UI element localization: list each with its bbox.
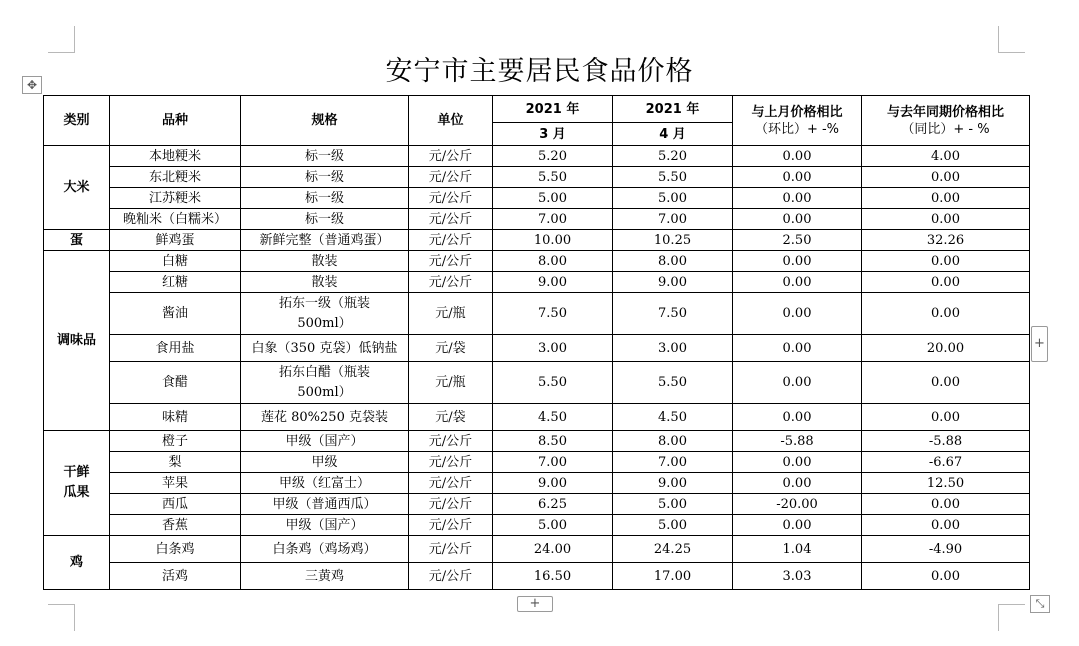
header-month-b: 4 月 (613, 123, 733, 146)
table-row (44, 404, 1030, 431)
yoy-change-cell: 0.00 (862, 251, 1030, 272)
mom-change-cell: 0.00 (733, 209, 862, 230)
yoy-change-cell: 0.00 (862, 404, 1030, 431)
unit-cell: 元/公斤 (409, 230, 493, 251)
variety-cell: 苹果 (110, 473, 241, 494)
march-price-cell: 9.00 (493, 272, 613, 293)
april-price-cell: 8.00 (613, 251, 733, 272)
variety-cell: 本地粳米 (110, 146, 241, 167)
variety-cell: 鲜鸡蛋 (110, 230, 241, 251)
mom-change-cell: 0.00 (733, 335, 862, 362)
april-price-cell: 7.00 (613, 452, 733, 473)
yoy-change-cell: -6.67 (862, 452, 1030, 473)
variety-cell: 香蕉 (110, 515, 241, 536)
table-row (44, 188, 1030, 209)
april-price-cell: 5.00 (613, 515, 733, 536)
variety-cell: 味精 (110, 404, 241, 431)
table-row (44, 563, 1030, 590)
march-price-cell: 8.00 (493, 251, 613, 272)
april-price-cell: 5.20 (613, 146, 733, 167)
unit-cell: 元/袋 (409, 335, 493, 362)
table-row (44, 293, 1030, 335)
variety-cell: 晚籼米（白糯米） (110, 209, 241, 230)
march-price-cell: 5.00 (493, 515, 613, 536)
table-row (44, 251, 1030, 272)
april-price-cell: 17.00 (613, 563, 733, 590)
spec-cell: 白条鸡（鸡场鸡） (241, 536, 409, 563)
yoy-change-cell: 0.00 (862, 188, 1030, 209)
april-price-cell: 5.00 (613, 494, 733, 515)
add-column-button[interactable]: + (1031, 326, 1048, 362)
header-year-a: 2021 年 (493, 96, 613, 123)
march-price-cell: 4.50 (493, 404, 613, 431)
table-row (44, 230, 1030, 251)
spec-cell: 白象（350 克袋）低钠盐 (241, 335, 409, 362)
spec-cell: 新鲜完整（普通鸡蛋） (241, 230, 409, 251)
yoy-change-cell: 0.00 (862, 272, 1030, 293)
header-unit: 单位 (409, 96, 493, 146)
header-category: 类别 (44, 96, 110, 146)
header-mom-line1: 与上月价格相比 (751, 104, 843, 120)
page-corner-mark-bottom-left (48, 604, 75, 631)
april-price-cell: 7.00 (613, 209, 733, 230)
unit-cell: 元/公斤 (409, 536, 493, 563)
april-price-cell: 7.50 (613, 293, 733, 335)
spec-cell: 标一级 (241, 188, 409, 209)
header-yoy-line2: （同比）+ - % (901, 121, 990, 137)
mom-change-cell: 3.03 (733, 563, 862, 590)
spec-cell: 甲级 (241, 452, 409, 473)
mom-change-cell: 0.00 (733, 272, 862, 293)
variety-cell: 西瓜 (110, 494, 241, 515)
march-price-cell: 7.00 (493, 209, 613, 230)
mom-change-cell: 0.00 (733, 146, 862, 167)
april-price-cell: 8.00 (613, 431, 733, 452)
march-price-cell: 5.50 (493, 362, 613, 404)
mom-change-cell: -20.00 (733, 494, 862, 515)
table-move-handle-icon[interactable]: ✥ (22, 76, 42, 94)
mom-change-cell: 0.00 (733, 293, 862, 335)
variety-cell: 酱油 (110, 293, 241, 335)
variety-cell: 食用盐 (110, 335, 241, 362)
category-cell: 大米 (44, 146, 110, 230)
page-corner-mark-top-left (48, 26, 75, 53)
spec-cell: 散装 (241, 251, 409, 272)
april-price-cell: 10.25 (613, 230, 733, 251)
unit-cell: 元/公斤 (409, 272, 493, 293)
march-price-cell: 5.50 (493, 167, 613, 188)
header-yoy-line1: 与去年同期价格相比 (886, 104, 1004, 120)
unit-cell: 元/公斤 (409, 188, 493, 209)
unit-cell: 元/袋 (409, 404, 493, 431)
page-corner-mark-top-right (998, 26, 1025, 53)
march-price-cell: 3.00 (493, 335, 613, 362)
march-price-cell: 6.25 (493, 494, 613, 515)
unit-cell: 元/公斤 (409, 431, 493, 452)
unit-cell: 元/公斤 (409, 494, 493, 515)
variety-cell: 白条鸡 (110, 536, 241, 563)
unit-cell: 元/公斤 (409, 452, 493, 473)
april-price-cell: 24.25 (613, 536, 733, 563)
mom-change-cell: 0.00 (733, 362, 862, 404)
category-cell: 干鲜瓜果 (44, 431, 110, 536)
april-price-cell: 9.00 (613, 473, 733, 494)
unit-cell: 元/公斤 (409, 473, 493, 494)
yoy-change-cell: 12.50 (862, 473, 1030, 494)
mom-change-cell: 0.00 (733, 251, 862, 272)
april-price-cell: 9.00 (613, 272, 733, 293)
april-price-cell: 5.00 (613, 188, 733, 209)
march-price-cell: 24.00 (493, 536, 613, 563)
variety-cell: 红糖 (110, 272, 241, 293)
april-price-cell: 5.50 (613, 362, 733, 404)
mom-change-cell: 0.00 (733, 404, 862, 431)
table-row (44, 473, 1030, 494)
table-row (44, 272, 1030, 293)
mom-change-cell: 0.00 (733, 473, 862, 494)
yoy-change-cell: -5.88 (862, 431, 1030, 452)
yoy-change-cell: 0.00 (862, 494, 1030, 515)
variety-cell: 橙子 (110, 431, 241, 452)
yoy-change-cell: 0.00 (862, 293, 1030, 335)
yoy-change-cell: 20.00 (862, 335, 1030, 362)
header-variety: 品种 (110, 96, 241, 146)
variety-cell: 活鸡 (110, 563, 241, 590)
march-price-cell: 7.50 (493, 293, 613, 335)
spec-cell: 甲级（红富士） (241, 473, 409, 494)
spec-cell: 甲级（普通西瓜） (241, 494, 409, 515)
variety-cell: 食醋 (110, 362, 241, 404)
april-price-cell: 4.50 (613, 404, 733, 431)
yoy-change-cell: -4.90 (862, 536, 1030, 563)
spec-cell: 甲级（国产） (241, 515, 409, 536)
march-price-cell: 10.00 (493, 230, 613, 251)
mom-change-cell: 0.00 (733, 515, 862, 536)
unit-cell: 元/公斤 (409, 167, 493, 188)
spec-cell: 标一级 (241, 167, 409, 188)
mom-change-cell: 0.00 (733, 452, 862, 473)
category-cell: 调味品 (44, 251, 110, 431)
unit-cell: 元/公斤 (409, 209, 493, 230)
mom-change-cell: 2.50 (733, 230, 862, 251)
table-row (44, 515, 1030, 536)
yoy-change-cell: 0.00 (862, 515, 1030, 536)
march-price-cell: 7.00 (493, 452, 613, 473)
unit-cell: 元/公斤 (409, 251, 493, 272)
spec-cell: 拓东白醋（瓶装 500ml） (241, 362, 409, 404)
spec-cell: 拓东一级（瓶装 500ml） (241, 293, 409, 335)
table-row (44, 335, 1030, 362)
table-row (44, 146, 1030, 167)
unit-cell: 元/公斤 (409, 515, 493, 536)
table-row (44, 362, 1030, 404)
yoy-change-cell: 0.00 (862, 209, 1030, 230)
category-cell: 蛋 (44, 230, 110, 251)
mom-change-cell: -5.88 (733, 431, 862, 452)
spec-cell: 甲级（国产） (241, 431, 409, 452)
variety-cell: 白糖 (110, 251, 241, 272)
march-price-cell: 9.00 (493, 473, 613, 494)
april-price-cell: 3.00 (613, 335, 733, 362)
variety-cell: 梨 (110, 452, 241, 473)
page-corner-mark-bottom-right (998, 604, 1025, 631)
variety-cell: 东北粳米 (110, 167, 241, 188)
header-yoy (862, 96, 1030, 146)
yoy-change-cell: 0.00 (862, 563, 1030, 590)
yoy-change-cell: 0.00 (862, 362, 1030, 404)
unit-cell: 元/瓶 (409, 293, 493, 335)
march-price-cell: 8.50 (493, 431, 613, 452)
unit-cell: 元/公斤 (409, 146, 493, 167)
unit-cell: 元/公斤 (409, 563, 493, 590)
spec-cell: 标一级 (241, 146, 409, 167)
table-resize-handle-icon[interactable]: ⤡ (1030, 595, 1050, 613)
header-year-b: 2021 年 (613, 96, 733, 123)
unit-cell: 元/瓶 (409, 362, 493, 404)
document-title: 安宁市主要居民食品价格 (385, 56, 694, 87)
table-row (44, 536, 1030, 563)
spec-cell: 散装 (241, 272, 409, 293)
price-table (43, 95, 1030, 590)
yoy-change-cell: 4.00 (862, 146, 1030, 167)
variety-cell: 江苏粳米 (110, 188, 241, 209)
mom-change-cell: 1.04 (733, 536, 862, 563)
march-price-cell: 5.00 (493, 188, 613, 209)
table-row (44, 167, 1030, 188)
spec-cell: 莲花 80%250 克袋装 (241, 404, 409, 431)
yoy-change-cell: 0.00 (862, 167, 1030, 188)
table-row (44, 209, 1030, 230)
header-mom-line2: （环比）+ -% (754, 121, 840, 137)
march-price-cell: 5.20 (493, 146, 613, 167)
header-row (44, 96, 1030, 123)
table-row (44, 494, 1030, 515)
mom-change-cell: 0.00 (733, 188, 862, 209)
header-mom (733, 96, 862, 146)
add-row-button[interactable]: + (517, 596, 553, 612)
spec-cell: 三黄鸡 (241, 563, 409, 590)
table-row (44, 452, 1030, 473)
spec-cell: 标一级 (241, 209, 409, 230)
yoy-change-cell: 32.26 (862, 230, 1030, 251)
mom-change-cell: 0.00 (733, 167, 862, 188)
header-spec: 规格 (241, 96, 409, 146)
table-row (44, 431, 1030, 452)
header-month-a: 3 月 (493, 123, 613, 146)
category-cell: 鸡 (44, 536, 110, 590)
april-price-cell: 5.50 (613, 167, 733, 188)
march-price-cell: 16.50 (493, 563, 613, 590)
